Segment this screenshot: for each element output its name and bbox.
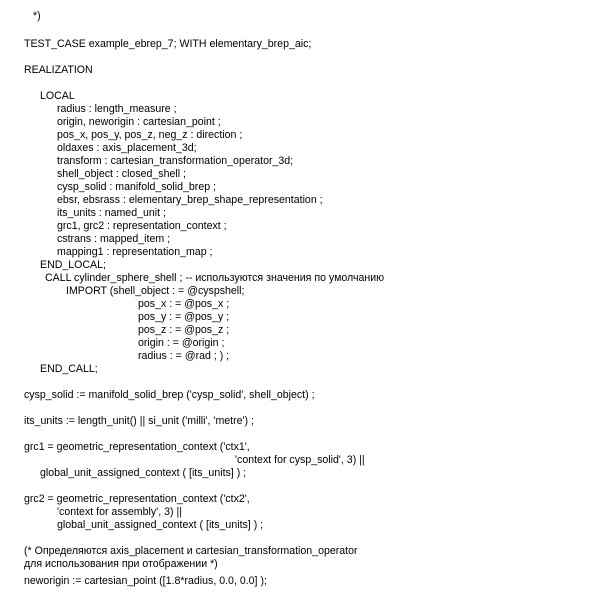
local-keyword: LOCAL	[40, 90, 75, 102]
local-decl-radius: radius : length_measure ;	[57, 103, 177, 115]
local-decl-ebsr: ebsr, ebsrass : elementary_brep_shape_representation ;	[57, 194, 323, 206]
grc2-context-arg: 'context for assembly', 3) ||	[57, 506, 182, 518]
grc1-unit-context: global_unit_assigned_context ( [its_units] ) ;	[40, 467, 247, 479]
its-units-assignment: its_units := length_unit() || si_unit ('milli', 'metre') ;	[24, 415, 254, 427]
neworigin-assignment: neworigin := cartesian_point ([1.8*radius, 0.0, 0.0] );	[24, 575, 267, 587]
local-decl-mapping1: mapping1 : representation_map ;	[57, 246, 213, 258]
end-call-keyword: END_CALL;	[40, 363, 98, 375]
import-line: IMPORT (shell_object : = @cyspshell;	[66, 285, 245, 297]
comment-definition-line-1: (* Определяются axis_placement и cartesian_transformation_operator	[24, 545, 358, 557]
local-decl-grc: grc1, grc2 : representation_context ;	[57, 220, 227, 232]
grc2-assignment: grc2 = geometric_representation_context ('ctx2',	[24, 493, 250, 505]
import-pos-z: pos_z : = @pos_z ;	[138, 324, 230, 336]
local-decl-directions: pos_x, pos_y, pos_z, neg_z : direction ;	[57, 129, 243, 141]
local-decl-transform: transform : cartesian_transformation_operator_3d;	[57, 155, 294, 167]
local-decl-its-units: its_units : named_unit ;	[57, 207, 166, 219]
local-decl-oldaxes: oldaxes : axis_placement_3d;	[57, 142, 197, 154]
grc2-unit-context: global_unit_assigned_context ( [its_units] ) ;	[57, 519, 264, 531]
test-case-line: TEST_CASE example_ebrep_7; WITH elementary_brep_aic;	[24, 38, 312, 50]
grc1-context-arg: 'context for cysp_solid', 3) ||	[235, 454, 365, 466]
end-local-keyword: END_LOCAL;	[40, 259, 106, 271]
call-line: CALL cylinder_sphere_shell ; -- используются значения по умолчанию	[45, 272, 385, 284]
import-origin: origin : = @origin ;	[138, 337, 225, 349]
import-radius: radius : = @rad ; ) ;	[138, 350, 230, 362]
comment-close: *)	[33, 10, 41, 22]
import-pos-y: pos_y : = @pos_y ;	[138, 311, 230, 323]
local-decl-shell-object: shell_object : closed_shell ;	[57, 168, 186, 180]
import-pos-x: pos_x : = @pos_x ;	[138, 298, 230, 310]
local-decl-origin: origin, neworigin : cartesian_point ;	[57, 116, 221, 128]
grc1-assignment: grc1 = geometric_representation_context ('ctx1',	[24, 441, 250, 453]
realization-keyword: REALIZATION	[24, 64, 93, 76]
comment-definition-line-2: для использования при отображении *)	[24, 558, 218, 570]
local-decl-cysp-solid: cysp_solid : manifold_solid_brep ;	[57, 181, 216, 193]
local-decl-cstrans: cstrans : mapped_item ;	[57, 233, 171, 245]
cysp-solid-assignment: cysp_solid := manifold_solid_brep ('cysp_solid', shell_object) ;	[24, 389, 315, 401]
